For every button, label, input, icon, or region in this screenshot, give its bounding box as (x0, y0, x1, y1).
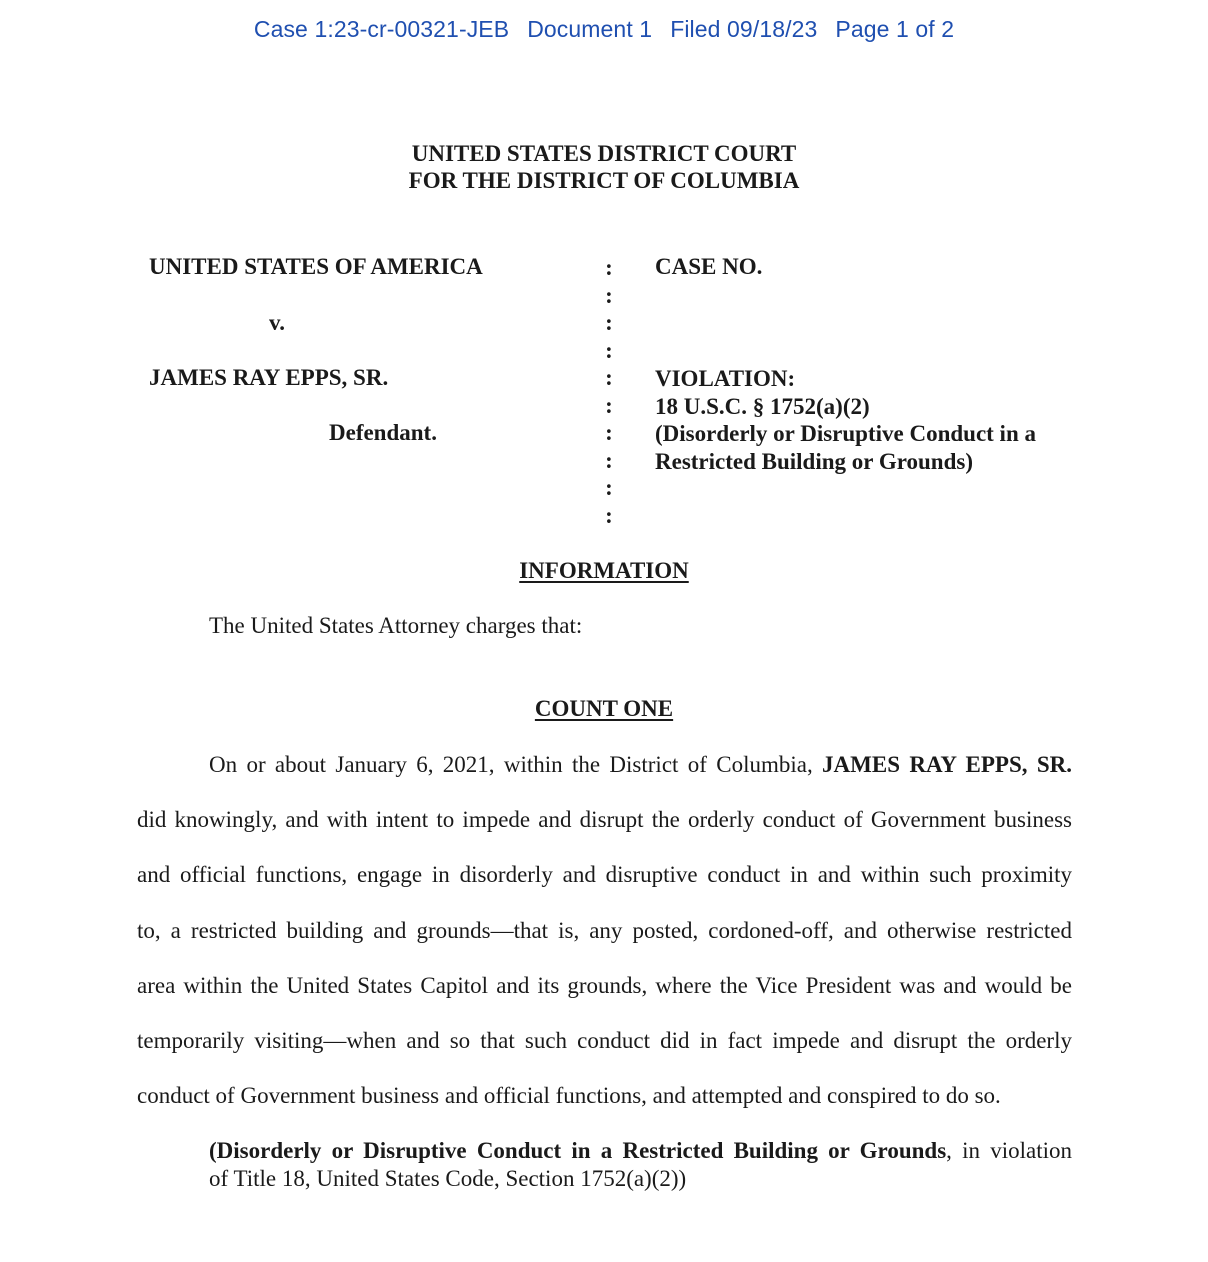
document-number-stamp: Document 1 (527, 16, 653, 42)
defendant-name: JAMES RAY EPPS, SR. (149, 365, 389, 390)
statutory-citation (209, 1137, 1072, 1193)
citation-offense: (Disorderly or Disruptive Conduct in a Restricted Building or Grounds (209, 1138, 947, 1163)
caption-colon: : (605, 392, 613, 418)
information-title: INFORMATION (519, 558, 689, 583)
caption-colon: : (605, 502, 613, 528)
caption-colon: : (605, 447, 613, 473)
caption-colon: : (605, 365, 613, 390)
case-number-stamp: Case 1:23-cr-00321-JEB (253, 16, 510, 42)
body-line: and official functions, engage in disorderly and disruptive conduct in and within such proximity (137, 862, 1072, 888)
body-line-text: On or about January 6, 2021, within the District of Columbia, (209, 752, 823, 777)
plaintiff-name: UNITED STATES OF AMERICA (149, 254, 483, 279)
body-line: did knowingly, and with intent to impede and disrupt the orderly conduct of Government business (137, 807, 1072, 833)
violation-block (655, 365, 1036, 475)
court-district: FOR THE DISTRICT OF COLUMBIA (408, 168, 800, 193)
versus-label: v. (269, 310, 285, 335)
ecf-header-stamp (0, 16, 1208, 43)
caption-colon: : (605, 282, 613, 308)
defendant-name-inline: JAMES RAY EPPS, SR. (822, 752, 1072, 777)
violation-description-line1: (Disorderly or Disruptive Conduct in a (655, 421, 1036, 446)
citation-text: , in violation (946, 1138, 1072, 1163)
defendant-label: Defendant. (329, 420, 437, 445)
violation-statute: 18 U.S.C. § 1752(a)(2) (655, 393, 870, 419)
violation-description-line2: Restricted Building or Grounds) (655, 448, 973, 474)
page-number-stamp: Page 1 of 2 (835, 16, 955, 42)
caption-colon: : (605, 310, 613, 335)
count-one-title: COUNT ONE (534, 696, 674, 721)
violation-label: VIOLATION: (655, 366, 796, 391)
caption-colon-column (604, 254, 614, 529)
case-no-label: CASE NO. (655, 254, 763, 279)
information-intro: The United States Attorney charges that: (209, 613, 583, 638)
count-one-body (137, 751, 1072, 1137)
body-line: conduct of Government business and official functions, and attempted and conspired to do so. (137, 1083, 1001, 1109)
body-line: area within the United States Capitol and its grounds, where the Vice President was and would be (137, 972, 1072, 998)
body-line: to, a restricted building and grounds—that is, any posted, cordoned-off, and otherwise restricted (137, 917, 1072, 943)
court-heading (0, 140, 1208, 194)
caption-colon: : (605, 255, 613, 280)
body-line: temporarily visiting—when and so that such conduct did in fact impede and disrupt the orderly (137, 1027, 1072, 1053)
filed-date-stamp: Filed 09/18/23 (670, 16, 818, 42)
caption-colon: : (605, 475, 613, 500)
caption-colon: : (605, 420, 613, 445)
caption-colon: : (605, 337, 613, 363)
citation-line2: of Title 18, United States Code, Section 1752(a)(2)) (209, 1166, 687, 1191)
court-name: UNITED STATES DISTRICT COURT (411, 141, 797, 166)
body-line (137, 751, 1072, 806)
